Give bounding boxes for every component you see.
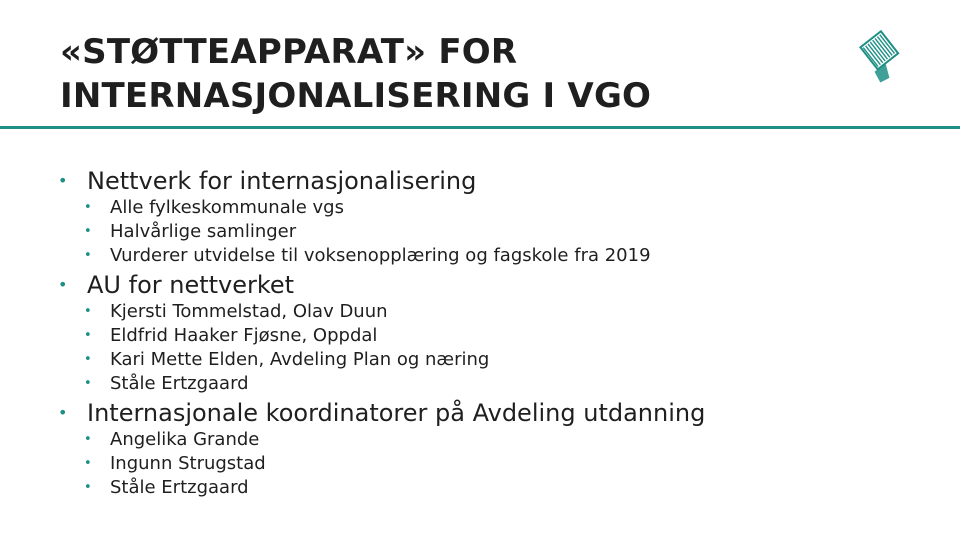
list-item-text: Vurderer utvidelse til voksenopplæring og fagskole fra 2019 (110, 245, 651, 266)
list-item-text: Kari Mette Elden, Avdeling Plan og næring (110, 349, 490, 370)
bullet-icon: • (84, 224, 92, 239)
title-line-1: «STØTTEAPPARAT» FOR (60, 32, 518, 72)
bullet-icon: • (84, 376, 92, 391)
list-item-text: Eldfrid Haaker Fjøsne, Oppdal (110, 325, 378, 346)
bullet-icon: • (58, 275, 68, 294)
bullet-icon: • (58, 403, 68, 422)
sub-list-network (58, 196, 938, 268)
list-item (58, 372, 938, 396)
tilted-square-emblem-icon (857, 28, 913, 84)
bullet-icon: • (84, 352, 92, 367)
title-line-2: INTERNASJONALISERING I VGO (60, 76, 652, 116)
list-item-text: Ståle Ertzgaard (110, 373, 249, 394)
section-heading-network (58, 166, 938, 196)
list-item-text: Ingunn Strugstad (110, 453, 266, 474)
bullet-icon: • (84, 328, 92, 343)
bullet-icon: • (84, 200, 92, 215)
list-item-text: Kjersti Tommelstad, Olav Duun (110, 301, 388, 322)
list-item (58, 196, 938, 220)
bullet-icon: • (84, 480, 92, 495)
list-item-text: Halvårlige samlinger (110, 221, 297, 242)
section-heading-text: Nettverk for internasjonalisering (87, 167, 477, 195)
sub-list-coordinators (58, 428, 938, 500)
section-heading-text: Internasjonale koordinatorer på Avdeling utdanning (87, 399, 706, 427)
list-item-text: Angelika Grande (110, 429, 260, 450)
bullet-icon: • (58, 171, 68, 190)
list-item (58, 348, 938, 372)
bullet-list (58, 166, 938, 502)
page-title (60, 30, 651, 118)
list-item (58, 244, 938, 268)
section-heading-au (58, 270, 938, 300)
bullet-icon: • (84, 432, 92, 447)
list-item (58, 428, 938, 452)
title-divider (0, 126, 960, 129)
bullet-icon: • (84, 456, 92, 471)
list-item (58, 324, 938, 348)
section-heading-coordinators (58, 398, 938, 428)
bullet-icon: • (84, 248, 92, 263)
section-heading-text: AU for nettverket (87, 271, 295, 299)
bullet-icon: • (84, 304, 92, 319)
sub-list-au (58, 300, 938, 396)
list-item (58, 220, 938, 244)
list-item (58, 452, 938, 476)
list-item (58, 300, 938, 324)
list-item-text: Alle fylkeskommunale vgs (110, 197, 344, 218)
list-item (58, 476, 938, 500)
list-item-text: Ståle Ertzgaard (110, 477, 249, 498)
